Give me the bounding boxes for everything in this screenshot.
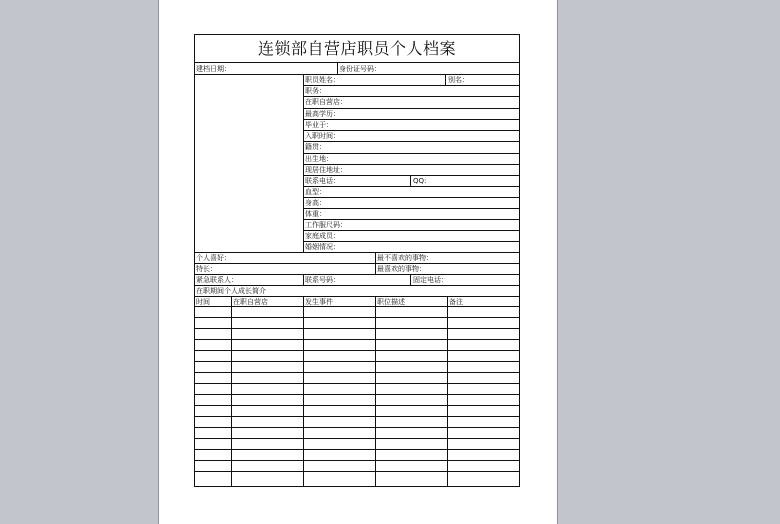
table-row	[195, 361, 519, 362]
table-row	[195, 306, 519, 307]
divider	[410, 274, 411, 285]
column-header-store: 在职自营店	[233, 298, 268, 306]
position-label: 职务：	[305, 87, 326, 95]
table-row	[195, 372, 519, 373]
table-row	[195, 427, 519, 428]
education-label: 最高学历：	[305, 110, 340, 118]
marital-status-label: 婚姻情况：	[305, 243, 340, 251]
divider	[195, 74, 519, 75]
native-place-label: 籍贯：	[305, 143, 326, 151]
graduation-label: 毕业于：	[305, 121, 333, 129]
table-row	[195, 383, 519, 384]
column-header-event: 发生事件	[305, 298, 333, 306]
table-row	[195, 328, 519, 329]
form-title: 连锁部自营店职员个人档案	[195, 35, 519, 63]
table-row	[195, 317, 519, 318]
address-label: 现居住地址：	[305, 166, 347, 174]
table-row	[195, 438, 519, 439]
column-header-time: 时间	[196, 298, 210, 306]
divider	[445, 74, 446, 85]
favorite-label: 最喜欢的事物：	[377, 265, 426, 273]
divider	[303, 186, 519, 187]
divider	[303, 119, 519, 120]
phone-label: 联系电话：	[305, 177, 340, 185]
table-column-divider	[447, 296, 448, 486]
id-number-label: 身份证号码：	[339, 65, 381, 73]
divider	[303, 274, 304, 285]
contact-number-label: 联系号码：	[305, 276, 340, 284]
skill-label: 特长：	[196, 265, 217, 273]
qq-label: QQ:	[413, 177, 427, 185]
divider	[303, 208, 519, 209]
divider	[195, 252, 519, 253]
table-row	[195, 416, 519, 417]
column-header-notes: 备注	[449, 298, 463, 306]
table-row	[195, 339, 519, 340]
hobby-label: 个人喜好：	[196, 254, 231, 262]
divider	[303, 153, 519, 154]
family-members-label: 家庭成员：	[305, 232, 340, 240]
table-row	[195, 471, 519, 472]
uniform-size-label: 工作服尺码：	[305, 221, 347, 229]
store-label: 在职自营店：	[305, 98, 347, 106]
landline-label: 固定电话：	[413, 276, 448, 284]
emergency-contact-label: 紧急联系人：	[196, 276, 238, 284]
alias-label: 别名：	[448, 76, 469, 84]
growth-section-title: 在职期间个人成长简介	[196, 287, 266, 295]
divider	[195, 274, 519, 275]
table-row	[195, 405, 519, 406]
photo-area-border	[303, 74, 304, 252]
dislike-label: 最不喜欢的事物：	[377, 254, 433, 262]
divider	[337, 63, 338, 74]
column-header-role: 职位描述	[377, 298, 405, 306]
blood-type-label: 血型：	[305, 188, 326, 196]
table-column-divider	[375, 296, 376, 486]
table-column-divider	[231, 296, 232, 486]
birthplace-label: 出生地：	[305, 155, 333, 163]
divider	[303, 85, 519, 86]
height-label: 身高：	[305, 199, 326, 207]
divider	[195, 263, 519, 264]
employee-record-form	[194, 34, 520, 487]
join-date-label: 入职时间：	[305, 132, 340, 140]
employee-name-label: 职员姓名：	[305, 76, 340, 84]
table-row	[195, 394, 519, 395]
table-column-divider	[303, 296, 304, 486]
weight-label: 体重：	[305, 210, 326, 218]
divider	[303, 141, 519, 142]
table-row	[195, 449, 519, 450]
table-row	[195, 460, 519, 461]
divider	[410, 175, 411, 186]
record-date-label: 建档日期：	[196, 65, 231, 73]
divider	[303, 197, 519, 198]
table-row	[195, 350, 519, 351]
